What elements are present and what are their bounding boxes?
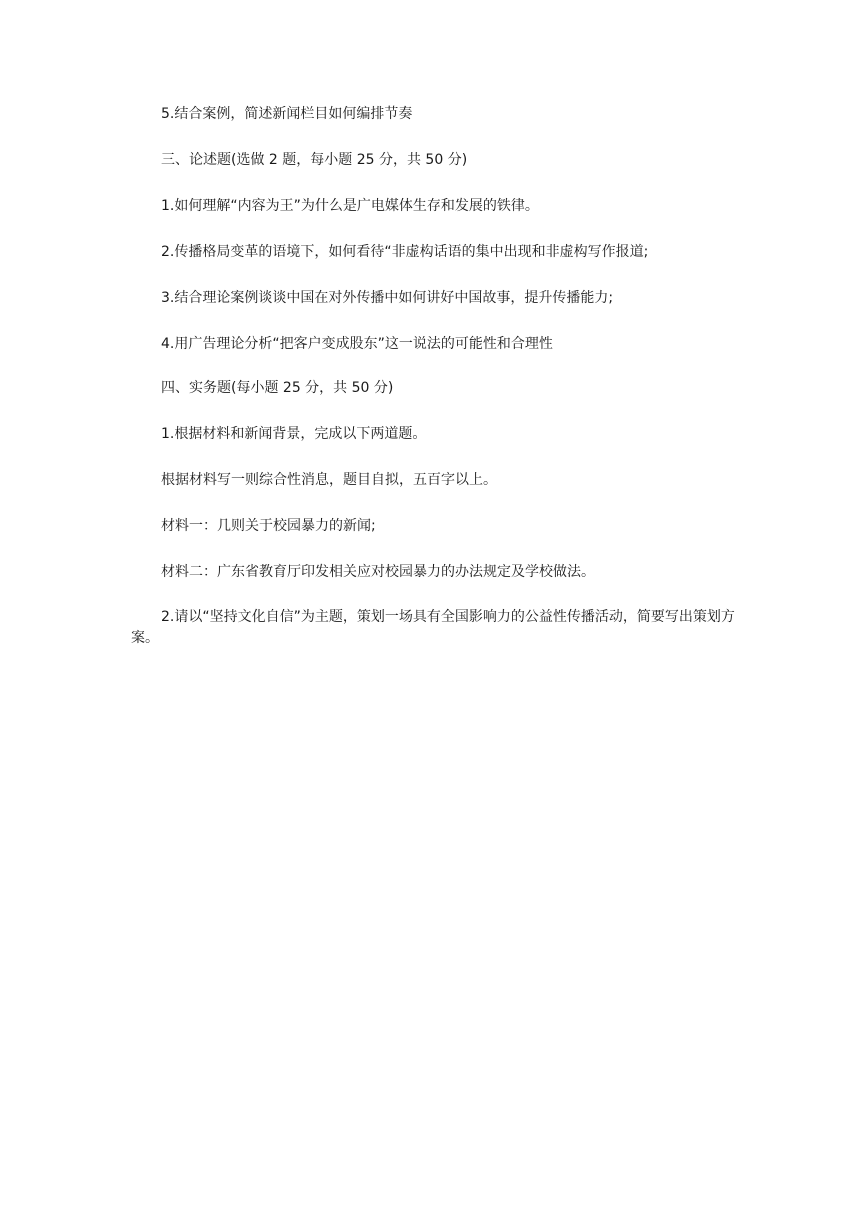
material-one: 材料一：几则关于校园暴力的新闻; <box>161 518 376 534</box>
essay-question-4: 4.用广告理论分析“把客户变成股东”这一说法的可能性和合理性 <box>161 336 553 352</box>
practice-question-2: 2.请以“坚持文化自信”为主题，策划一场具有全国影响力的公益性传播活动，简要写出策划方案。 <box>131 609 735 646</box>
practice-question-1: 1.根据材料和新闻背景，完成以下两道题。 <box>161 426 427 442</box>
section-heading-essay: 三、论述题(选做 2 题，每小题 25 分，共 50 分) <box>161 152 468 168</box>
essay-question-3: 3.结合理论案例谈谈中国在对外传播中如何讲好中国故事，提升传播能力; <box>161 290 614 306</box>
material-two: 材料二：广东省教育厅印发相关应对校园暴力的办法规定及学校做法。 <box>161 564 595 580</box>
essay-question-2: 2.传播格局变革的语境下，如何看待“非虚构话语的集中出现和非虚构写作报道; <box>161 244 649 260</box>
section-heading-practice: 四、实务题(每小题 25 分，共 50 分) <box>161 380 394 396</box>
question-5-news-rhythm: 5.结合案例，简述新闻栏目如何编排节奏 <box>161 106 413 122</box>
essay-question-1: 1.如何理解“内容为王”为什么是广电媒体生存和发展的铁律。 <box>161 198 539 214</box>
practice-question-1-task: 根据材料写一则综合性消息，题目自拟，五百字以上。 <box>161 472 497 488</box>
